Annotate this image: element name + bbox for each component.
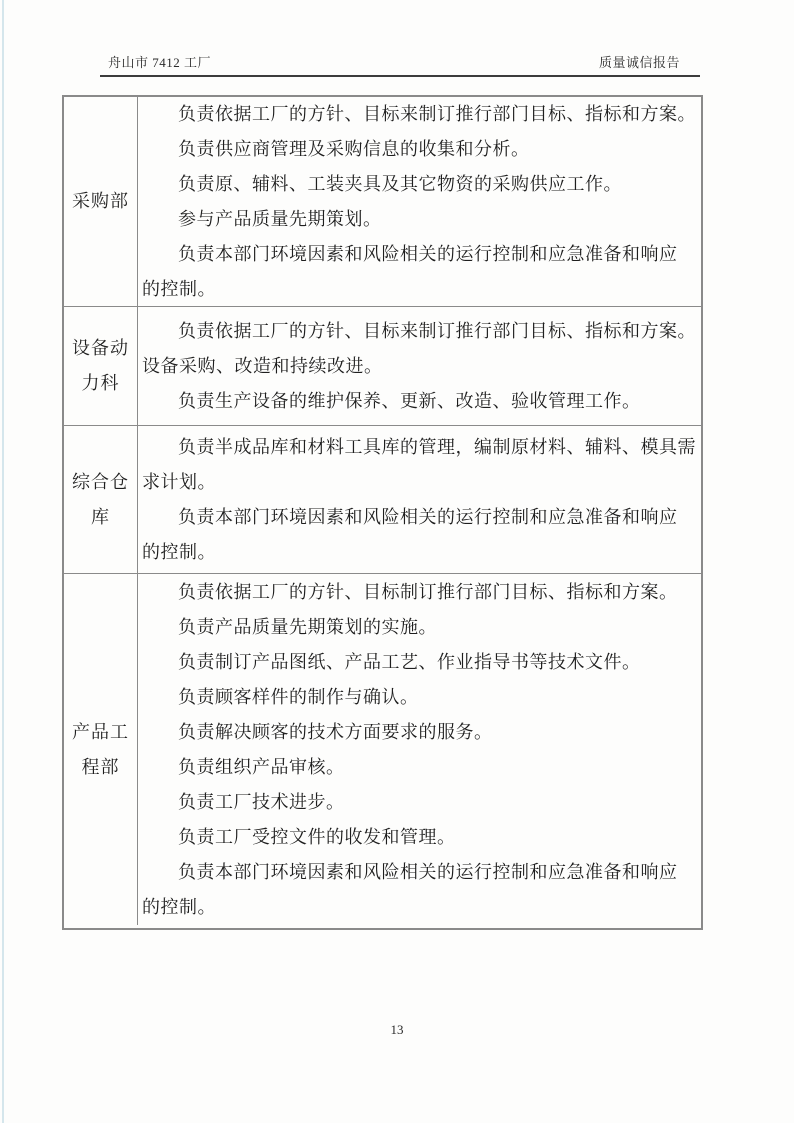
department-label: 综合仓 xyxy=(72,471,129,492)
duty-line: 负责供应商管理及采购信息的收集和分析。 xyxy=(178,138,530,159)
duty-line: 负责生产设备的维护保养、更新、改造、验收管理工作。 xyxy=(178,390,641,411)
duty-line: 负责产品质量先期策划的实施。 xyxy=(178,616,437,637)
table-row xyxy=(64,97,701,307)
department-label: 程部 xyxy=(81,756,120,777)
duty-line: 的控制。 xyxy=(142,896,216,917)
duty-line: 负责组织产品审核。 xyxy=(178,756,345,777)
responsibilities-table xyxy=(62,95,703,930)
duty-line: 负责依据工厂的方针、目标制订推行部门目标、指标和方案。 xyxy=(178,581,678,602)
duties-cell xyxy=(138,97,701,306)
department-label: 设备动 xyxy=(72,338,129,358)
duty-line: 负责本部门环境因素和风险相关的运行控制和应急准备和响应 xyxy=(178,506,678,527)
duty-line: 求计划。 xyxy=(142,471,216,492)
duty-line: 的控制。 xyxy=(142,278,216,299)
department-label: 采购部 xyxy=(72,191,129,211)
duties-cell xyxy=(138,426,701,573)
table-row xyxy=(64,307,701,426)
department-label: 力科 xyxy=(81,373,120,393)
table-row xyxy=(64,574,701,925)
page-header xyxy=(100,52,700,77)
department-label: 产品工 xyxy=(72,721,129,742)
duty-line: 的控制。 xyxy=(142,541,216,562)
department-cell xyxy=(64,307,138,425)
duty-line: 设备采购、改造和持续改进。 xyxy=(142,355,383,376)
header-left-text: 舟山市 7412 工厂 xyxy=(108,55,212,70)
duty-line: 负责原、辅料、工装夹具及其它物资的采购供应工作。 xyxy=(178,173,622,194)
department-label: 库 xyxy=(91,506,110,527)
duty-line: 负责半成品库和材料工具库的管理，编制原材料、辅料、模具需 xyxy=(178,436,696,457)
duty-line: 负责顾客样件的制作与确认。 xyxy=(178,686,419,707)
page-number: 13 xyxy=(390,1022,404,1037)
department-cell xyxy=(64,574,138,925)
duty-line: 参与产品质量先期策划。 xyxy=(178,208,382,229)
duty-line: 负责依据工厂的方针、目标来制订推行部门目标、指标和方案。 xyxy=(178,320,696,341)
department-cell xyxy=(64,426,138,573)
duty-line: 负责工厂技术进步。 xyxy=(178,791,345,812)
duty-line: 负责解决顾客的技术方面要求的服务。 xyxy=(178,721,493,742)
duties-cell xyxy=(138,307,701,425)
duty-line: 负责本部门环境因素和风险相关的运行控制和应急准备和响应 xyxy=(178,243,678,264)
duty-line: 负责制订产品图纸、产品工艺、作业指导书等技术文件。 xyxy=(178,651,641,672)
duties-cell xyxy=(138,574,701,925)
duty-line: 负责依据工厂的方针、目标来制订推行部门目标、指标和方案。 xyxy=(178,103,696,124)
duty-line: 负责本部门环境因素和风险相关的运行控制和应急准备和响应 xyxy=(178,861,678,882)
duty-line: 负责工厂受控文件的收发和管理。 xyxy=(178,826,456,847)
table-row xyxy=(64,426,701,574)
header-right-text: 质量诚信报告 xyxy=(598,55,680,70)
scan-artifact-line xyxy=(2,0,4,1123)
department-cell xyxy=(64,97,138,306)
